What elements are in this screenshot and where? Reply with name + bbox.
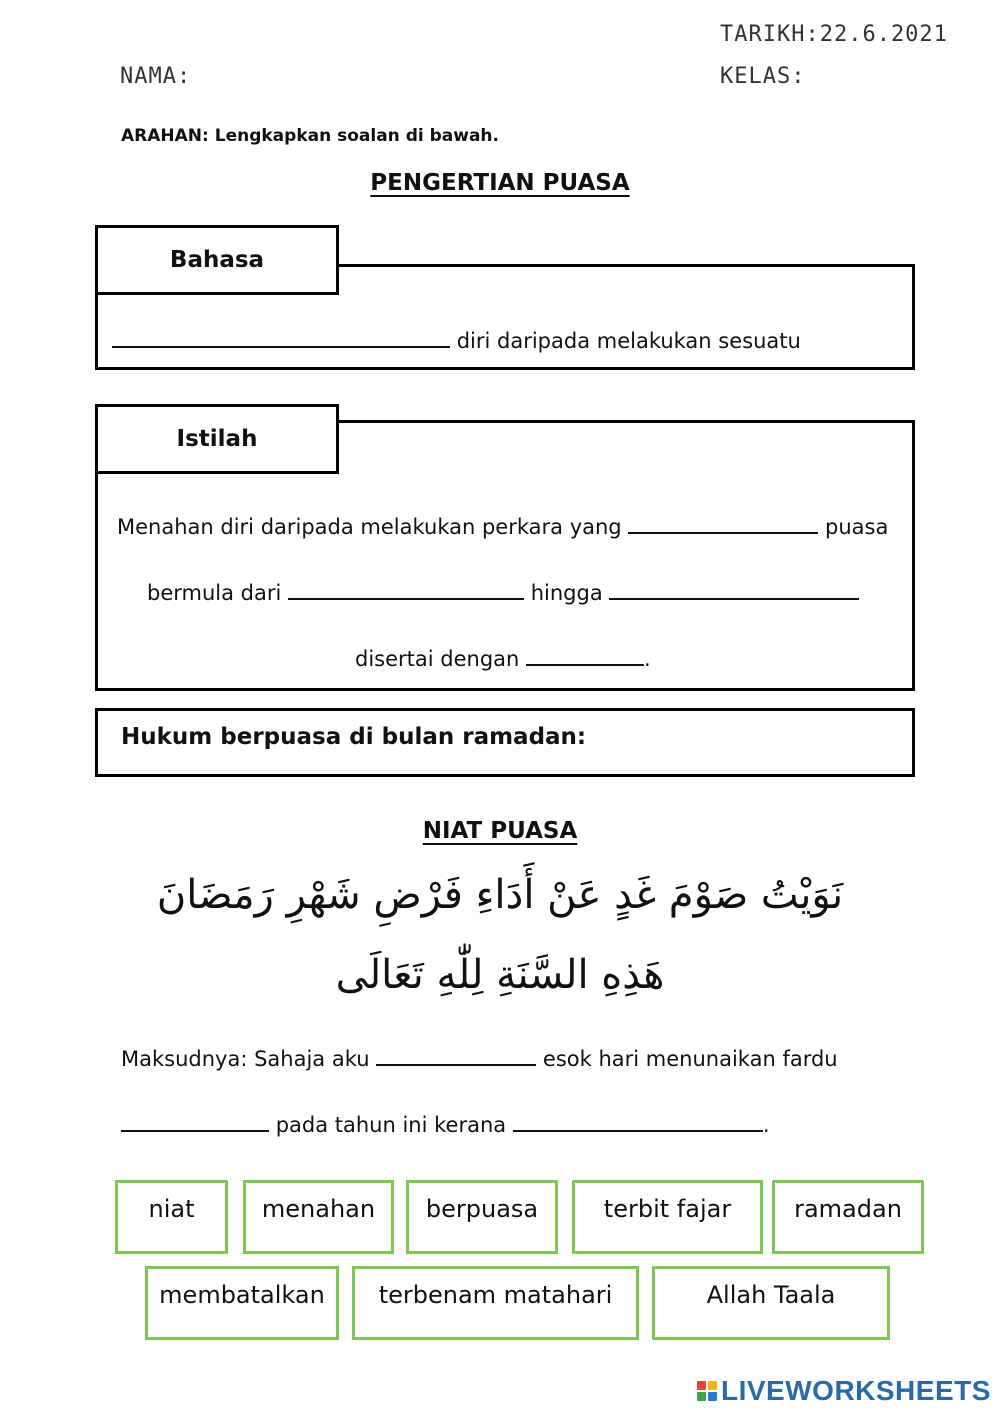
istilah-line-3 (355, 646, 651, 671)
arabic-niat-line-1: نَوَيْتُ صَوْمَ غَدٍ عَنْ أَدَاءِ فَرْضِ شَهْرِ رَمَضَانَ (156, 872, 844, 918)
maksud-end: . (762, 1113, 770, 1137)
logo-mark-icon (697, 1381, 717, 1401)
date-label: TARIKH:22.6.2021 (720, 22, 948, 47)
istilah-text-1a: Menahan diri daripada melakukan perkara yang (117, 515, 622, 539)
answer-blank[interactable] (376, 1046, 536, 1066)
word-chip-ramadan[interactable]: ramadan (772, 1180, 924, 1254)
brand-name: LIVEWORKSHEETS (721, 1375, 991, 1406)
answer-blank[interactable] (112, 328, 450, 348)
class-label: KELAS: (720, 64, 806, 89)
maksud-line-1 (121, 1046, 838, 1071)
instruction: ARAHAN: Lengkapkan soalan di bawah. (121, 126, 499, 146)
answer-blank[interactable] (121, 1112, 269, 1132)
istilah-text-3a: disertai dengan (355, 647, 520, 671)
istilah-tab: Istilah (95, 404, 339, 474)
hukum-label: Hukum berpuasa di bulan ramadan: (121, 724, 587, 750)
answer-blank[interactable] (609, 580, 859, 600)
istilah-text-3b: . (644, 647, 651, 671)
maksud-label: Maksudnya: Sahaja aku (121, 1047, 370, 1071)
section-title-pengertian: PENGERTIAN PUASA (370, 170, 630, 196)
word-chip-membatalkan[interactable]: membatalkan (145, 1266, 339, 1340)
bahasa-line (112, 328, 801, 353)
liveworksheets-logo (697, 1375, 991, 1407)
istilah-text-2b: hingga (530, 581, 603, 605)
istilah-line-1 (117, 514, 888, 539)
section-title-niat: NIAT PUASA (422, 818, 578, 844)
word-chip-allah-taala[interactable]: Allah Taala (652, 1266, 890, 1340)
maksud-line-2 (121, 1112, 770, 1137)
word-chip-menahan[interactable]: menahan (243, 1180, 394, 1254)
bahasa-tab: Bahasa (95, 225, 339, 295)
maksud-text-b: pada tahun ini kerana (275, 1113, 507, 1137)
istilah-line-2 (147, 580, 859, 605)
arabic-niat-line-2: هَذِهِ السَّنَةِ لِلّٰهِ تَعَالَى (335, 952, 665, 998)
answer-blank[interactable] (288, 580, 524, 600)
word-chip-terbenam-matahari[interactable]: terbenam matahari (352, 1266, 639, 1340)
word-chip-niat[interactable]: niat (115, 1180, 228, 1254)
word-chip-terbit-fajar[interactable]: terbit fajar (572, 1180, 763, 1254)
istilah-text-1b: puasa (825, 515, 889, 539)
name-label: NAMA: (120, 64, 192, 89)
answer-blank[interactable] (526, 646, 644, 666)
word-chip-berpuasa[interactable]: berpuasa (406, 1180, 558, 1254)
bahasa-text: diri daripada melakukan sesuatu (456, 329, 801, 353)
answer-blank[interactable] (513, 1112, 763, 1132)
maksud-text-a: esok hari menunaikan fardu (542, 1047, 838, 1071)
istilah-text-2a: bermula dari (147, 581, 282, 605)
answer-blank[interactable] (628, 514, 818, 534)
